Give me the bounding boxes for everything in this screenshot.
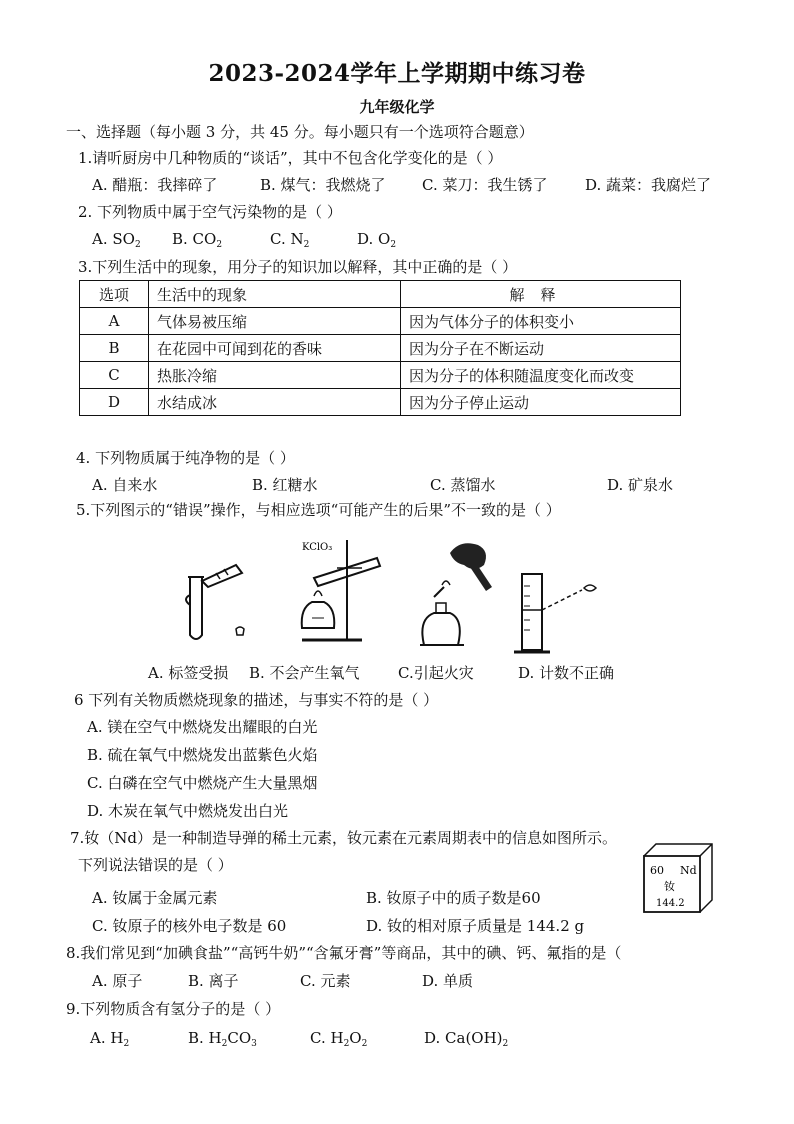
q9-option-b: B. $H_2CO_3$: [188, 1029, 257, 1049]
table-cell: B: [80, 335, 149, 362]
figure-c-alcohol-lamp: [410, 535, 510, 655]
q4-option-c: C. 蒸馏水: [430, 476, 496, 494]
table-cell: 因为分子的体积随温度变化而改变: [401, 362, 681, 389]
q3-stem: 3.下列生活中的现象，用分子的知识加以解释，其中正确的是（ ）: [78, 258, 518, 276]
q1-option-a: A. 醋瓶：我摔碎了: [92, 176, 218, 194]
q2-stem: 2. 下列物质中属于空气污染物的是（ ）: [78, 203, 342, 221]
figure-b-heating-kclo3: [292, 530, 392, 650]
q4-stem: 4. 下列物质属于纯净物的是（ ）: [76, 449, 295, 467]
table-header: 选项: [80, 281, 149, 308]
q7-option-b: B. 钕原子中的质子数是60: [366, 889, 541, 907]
q8-stem: 8.我们常见到“加碘食盐”“高钙牛奶”“含氟牙膏”等商品，其中的碘、钙、氟指的是（: [66, 944, 622, 962]
q8-option-c: C. 元素: [300, 972, 351, 990]
q1-stem: 1.请听厨房中几种物质的“谈话”，其中不包含化学变化的是（ ）: [78, 149, 503, 167]
q9-option-d: D. $Ca(OH)_2$: [424, 1029, 509, 1049]
figure-a-pouring-liquid: [160, 535, 260, 650]
table-cell: 因为气体分子的体积变小: [401, 308, 681, 335]
q8-option-a: A. 原子: [92, 972, 143, 990]
q6-option-c: C. 白磷在空气中燃烧产生大量黑烟: [87, 774, 318, 792]
q6-stem: 6 下列有关物质燃烧现象的描述，与事实不符的是（ ）: [74, 691, 439, 709]
q7-stem: 7.钕（Nd）是一种制造导弹的稀土元素，钕元素在元素周期表中的信息如图所示。: [70, 829, 618, 847]
q2-option-d: D. $O_2$: [357, 230, 397, 250]
table-header: 解释: [401, 281, 681, 308]
table-row: [80, 335, 681, 362]
q9-option-c: C. $H_2O_2$: [310, 1029, 368, 1049]
q9-option-a: A. $H_2$: [90, 1029, 130, 1049]
element-number: 60: [650, 864, 664, 877]
q1-option-d: D. 蔬菜：我腐烂了: [585, 176, 712, 194]
table-cell: 在花园中可闻到花的香味: [149, 335, 401, 362]
q5-option-c: C.引起火灾: [398, 664, 474, 682]
q9-stem: 9.下列物质含有氢分子的是（ ）: [66, 1000, 281, 1018]
table-row: [80, 308, 681, 335]
q4-option-b: B. 红糖水: [252, 476, 318, 494]
element-mass: 144.2: [656, 898, 685, 909]
table-cell: D: [80, 389, 149, 416]
q2-option-a: A. $SO_2$: [92, 230, 141, 250]
q6-option-b: B. 硫在氧气中燃烧发出蓝紫色火焰: [87, 746, 318, 764]
figure-d-graduated-cylinder: [510, 560, 620, 660]
element-name: 钕: [664, 880, 675, 893]
table-cell: C: [80, 362, 149, 389]
q3-table: [79, 280, 681, 416]
section-heading: 一、选择题（每小题 3 分，共 45 分。每小题只有一个选项符合题意）: [66, 123, 534, 141]
q5-option-d: D. 计数不正确: [518, 664, 615, 682]
q5-option-a: A. 标签受损: [148, 664, 229, 682]
table-row: [80, 389, 681, 416]
q8-option-b: B. 离子: [188, 972, 239, 990]
q4-option-d: D. 矿泉水: [607, 476, 674, 494]
table-cell: 因为分子在不断运动: [401, 335, 681, 362]
q1-option-b: B. 煤气：我燃烧了: [260, 176, 386, 194]
q5-option-b: B. 不会产生氧气: [249, 664, 360, 682]
q6-option-d: D. 木炭在氧气中燃烧发出白光: [87, 802, 289, 820]
q7-option-c: C. 钕原子的核外电子数是 60: [92, 917, 287, 935]
element-symbol: Nd: [680, 864, 697, 877]
exam-subtitle: 九年级化学: [359, 98, 435, 116]
q7-option-a: A. 钕属于金属元素: [92, 889, 218, 907]
q1-option-c: C. 菜刀：我生锈了: [422, 176, 548, 194]
q4-option-a: A. 自来水: [92, 476, 158, 494]
figure-b-label: KClO₃: [302, 542, 333, 553]
table-cell: 因为分子停止运动: [401, 389, 681, 416]
q8-option-d: D. 单质: [422, 972, 474, 990]
table-cell: 水结成冰: [149, 389, 401, 416]
table-header: 生活中的现象: [149, 281, 401, 308]
table-header-row: [80, 281, 681, 308]
q2-option-c: C. $N_2$: [270, 230, 310, 250]
table-cell: 气体易被压缩: [149, 308, 401, 335]
q2-option-b: B. $CO_2$: [172, 230, 223, 250]
element-card-nd: [640, 842, 716, 916]
q7-stem-2: 下列说法错误的是（ ）: [78, 856, 233, 874]
q6-option-a: A. 镁在空气中燃烧发出耀眼的白光: [87, 718, 318, 736]
table-cell: A: [80, 308, 149, 335]
table-cell: 热胀冷缩: [149, 362, 401, 389]
q5-stem: 5.下列图示的“错误”操作，与相应选项“可能产生的后果”不一致的是（ ）: [76, 501, 561, 519]
exam-title: 2023-2024学年上学期期中练习卷: [208, 60, 586, 87]
table-row: [80, 362, 681, 389]
q7-option-d: D. 钕的相对原子质量是 144.2 g: [366, 917, 585, 935]
